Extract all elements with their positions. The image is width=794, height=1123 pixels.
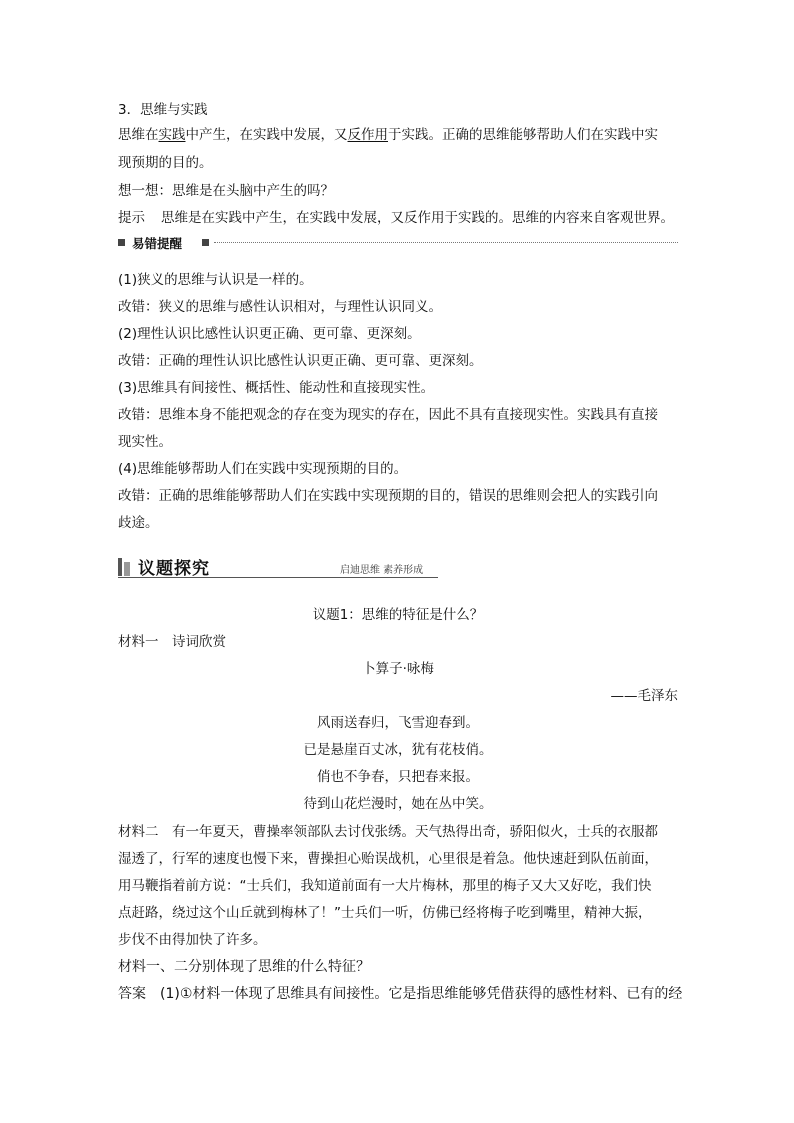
mistake-item: (3)思维具有间接性、概括性、能动性和直接现实性。 <box>118 380 435 396</box>
definition-text: 思维在 <box>118 127 159 143</box>
poem-title: 卜算子·咏梅 <box>362 661 434 677</box>
poem-line: 风雨送春归，飞雪迎春到。 <box>317 715 479 731</box>
poem-author: ——毛泽东 <box>610 688 678 704</box>
subsection-heading: 3．思维与实践 <box>118 102 208 118</box>
poem-line: 俏也不争春，只把春来报。 <box>317 769 479 785</box>
underlined-term-practice: 实践 <box>158 127 186 143</box>
mistake-item: (2)理性认识比感性认识更正确、更可靠、更深刻。 <box>118 326 421 342</box>
material-2-line: 湿透了，行军的速度也慢下来，曹操担心贻误战机，心里很是着急。他快速赶到队伍前面， <box>118 851 658 867</box>
material-1-label: 材料一 诗词欣赏 <box>118 634 226 650</box>
definition-text: 中产生，在实践中发展，又 <box>185 127 348 143</box>
material-2-line: 步伐不由得加快了许多。 <box>118 932 267 948</box>
underlined-term-reaction: 反作用 <box>347 127 388 143</box>
correction-item: 改错：正确的思维能够帮助人们在实践中实现预期的目的，错误的思维则会把人的实践引向 <box>118 488 658 504</box>
section-marker-icon <box>118 558 130 576</box>
think-question: 想一想：思维是在头脑中产生的吗？ <box>118 183 334 199</box>
mistake-item: (4)思维能够帮助人们在实践中实现预期的目的。 <box>118 461 408 477</box>
topic-question: 材料一、二分别体现了思维的什么特征？ <box>118 959 370 975</box>
correction-item: 改错：狭义的思维与感性认识相对，与理性认识同义。 <box>118 299 442 315</box>
correction-item-continued: 歧途。 <box>118 515 159 531</box>
definition-text: 于实践。正确的思维能够帮助人们在实践中实 <box>388 127 658 143</box>
mistake-banner-title: 易错提醒 <box>132 236 183 251</box>
poem-line: 待到山花烂漫时，她在丛中笑。 <box>303 796 493 812</box>
hint-line <box>118 206 674 226</box>
mistake-banner <box>118 236 678 250</box>
section-subtitle: 启迪思维 素养形成 <box>340 565 424 576</box>
correction-item: 改错：思维本身不能把观念的存在变为现实的存在，因此不具有直接现实性。实践具有直接 <box>118 407 658 423</box>
definition-line-2: 现预期的目的。 <box>118 155 213 171</box>
correction-item-continued: 现实性。 <box>118 434 172 450</box>
section-title: 议题探究 <box>138 559 210 579</box>
hint-label: 提示 <box>118 210 145 226</box>
hint-text: 思维是在实践中产生，在实践中发展，又反作用于实践的。思维的内容来自客观世界。 <box>161 210 674 226</box>
material-2-line: 用马鞭指着前方说：“士兵们，我知道前面有一大片梅林，那里的梅子又大又好吃，我们快 <box>118 878 652 894</box>
material-2-line: 点赶路，绕过这个山丘就到梅林了！”士兵们一听，仿佛已经将梅子吃到嘴里，精神大振， <box>118 905 652 921</box>
poem-line: 已是悬崖百丈冰，犹有花枝俏。 <box>303 742 493 758</box>
correction-item: 改错：正确的理性认识比感性认识更正确、更可靠、更深刻。 <box>118 353 483 369</box>
section-header <box>118 554 438 578</box>
mistake-item: (1)狭义的思维与认识是一样的。 <box>118 272 313 288</box>
section-divider <box>118 577 438 578</box>
square-bullet-icon <box>202 239 209 246</box>
answer-line: 答案 (1)①材料一体现了思维具有间接性。它是指思维能够凭借获得的感性材料、已有的经 <box>118 986 683 1002</box>
dotted-divider <box>214 242 678 243</box>
square-bullet-icon <box>118 239 125 246</box>
definition-line-1 <box>118 123 658 143</box>
material-2-line: 材料二 有一年夏天，曹操率领部队去讨伐张绣。天气热得出奇，骄阳似火，士兵的衣服都 <box>118 824 658 840</box>
topic-title: 议题1：思维的特征是什么？ <box>312 607 484 623</box>
